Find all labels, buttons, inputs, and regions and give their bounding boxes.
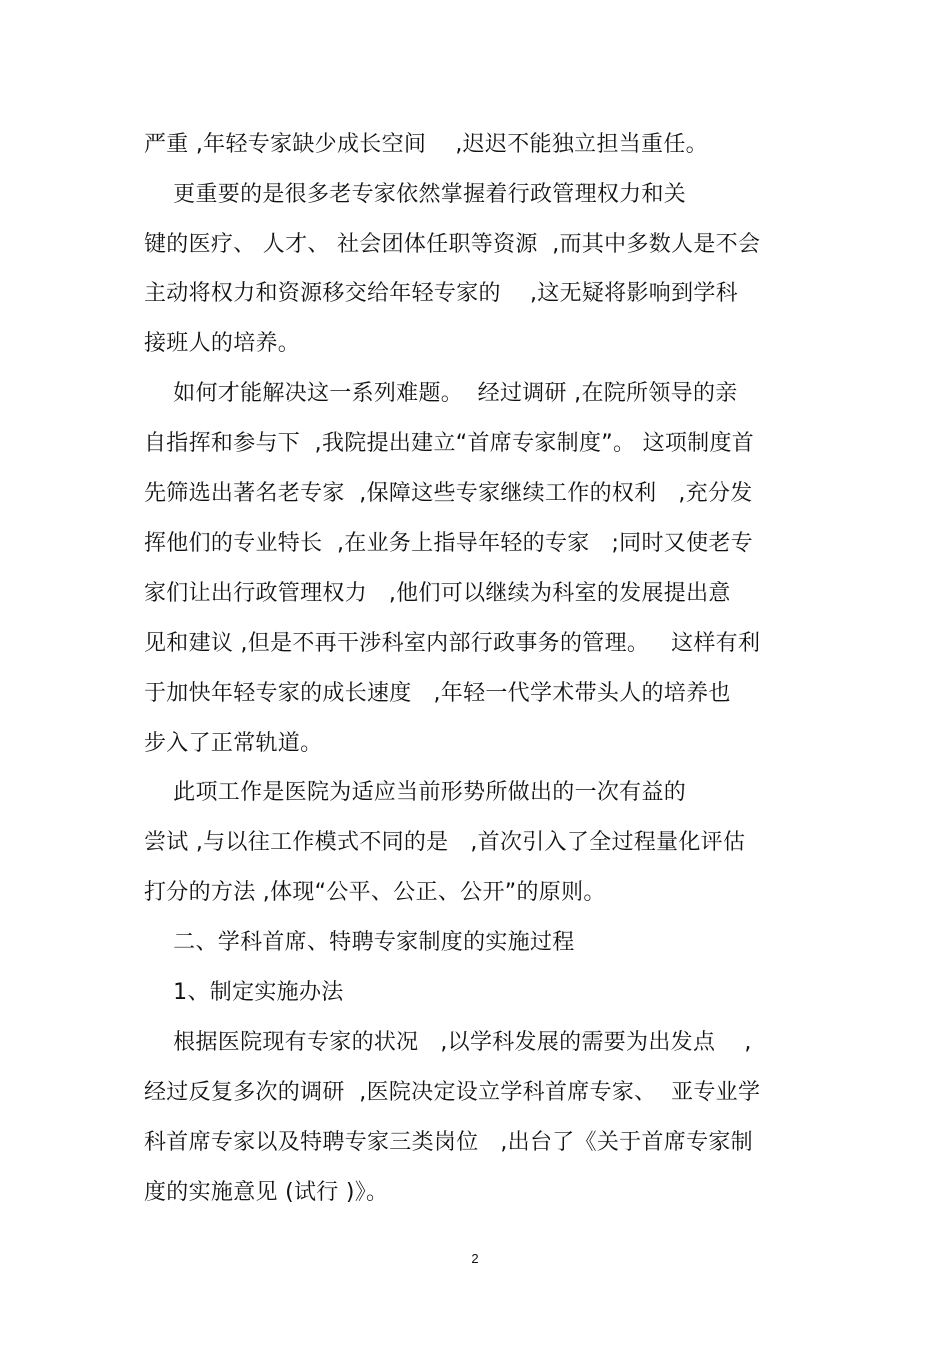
page-number: 2 <box>471 1251 479 1266</box>
text-line: 家们让出行政管理权力 ,他们可以继续为科室的发展提出意 <box>144 581 731 606</box>
text-line: 此项工作是医院为适应当前形势所做出的一次有益的 <box>144 780 687 805</box>
section-heading: 二、学科首席、特聘专家制度的实施过程 <box>144 930 575 955</box>
text-line: 步入了正常轨道。 <box>144 731 323 756</box>
text-line: 根据医院现有专家的状况 ,以学科发展的需要为出发点 , <box>144 1030 752 1055</box>
text-line: 尝试 ,与以往工作模式不同的是 ,首次引入了全过程量化评估 <box>144 830 746 855</box>
text-line: 更重要的是很多老专家依然掌握着行政管理权力和关 <box>144 182 687 207</box>
subsection-heading: 1、制定实施办法 <box>144 980 344 1005</box>
text-line: 见和建议 ,但是不再干涉科室内部行政事务的管理。 这样有利 <box>144 631 761 656</box>
text-line: 键的医疗、 人才、 社会团体任职等资源 ,而其中多数人是不会 <box>144 232 761 257</box>
text-line: 主动将权力和资源移交给年轻专家的 ,这无疑将影响到学科 <box>144 281 738 306</box>
text-line: 科首席专家以及特聘专家三类岗位 ,出台了《关于首席专家制 <box>144 1130 753 1155</box>
text-line: 度的实施意见 (试行 )》。 <box>144 1180 389 1205</box>
text-line: 打分的方法 ,体现“公平、公正、公开”的原则。 <box>144 880 606 905</box>
text-line: 经过反复多次的调研 ,医院决定设立学科首席专家、 亚专业学 <box>144 1080 761 1105</box>
text-line: 挥他们的专业特长 ,在业务上指导年轻的专家 ;同时又使老专 <box>144 531 753 556</box>
text-line: 先筛选出著名老专家 ,保障这些专家继续工作的权利 ,充分发 <box>144 481 753 506</box>
text-line: 于加快年轻专家的成长速度 ,年轻一代学术带头人的培养也 <box>144 681 731 706</box>
text-line: 严重 ,年轻专家缺少成长空间 ,迟迟不能独立担当重任。 <box>144 132 708 157</box>
text-line: 接班人的培养。 <box>144 331 301 356</box>
text-line: 如何才能解决这一系列难题。 经过调研 ,在院所领导的亲 <box>144 381 738 406</box>
text-line: 自指挥和参与下 ,我院提出建立“首席专家制度”。 这项制度首 <box>144 431 755 456</box>
